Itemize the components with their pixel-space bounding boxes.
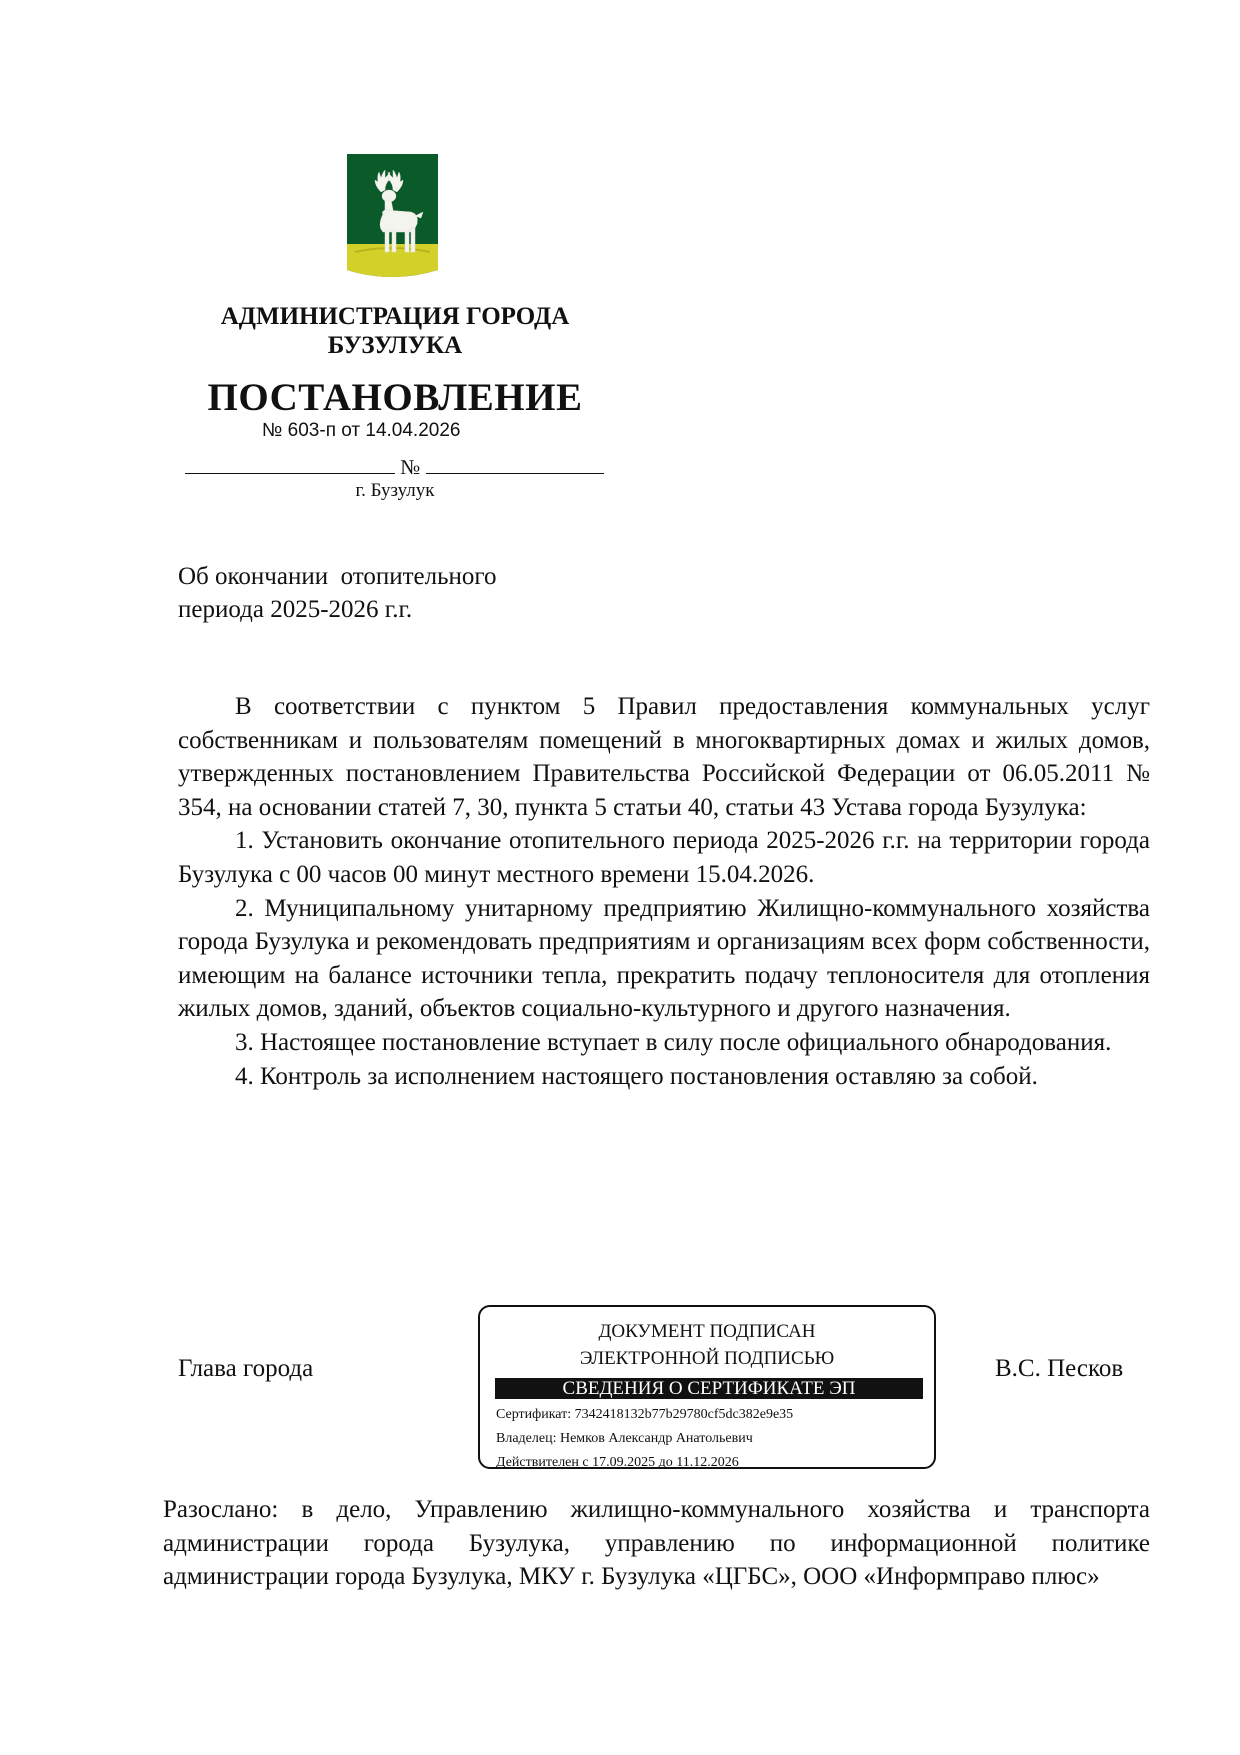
- document-body: [178, 690, 1150, 1093]
- organization-name-line1: АДМИНИСТРАЦИЯ ГОРОДА: [220, 303, 570, 330]
- document-type-title: ПОСТАНОВЛЕНИЕ: [207, 376, 583, 419]
- blank-number-sign: №: [400, 455, 421, 479]
- stamp-title-line1: ДОКУМЕНТ ПОДПИСАН: [598, 1321, 816, 1342]
- subject-line2: периода 2025-2026 г.г.: [178, 596, 413, 623]
- item-paragraph-2: 2. Муниципальному унитарному предприятию Жилищно-коммунального хозяйства города Бузулука и рекомендовать предприятиям и организациям всех форм собственности, имеющим на балансе источники тепла, прекратить подачу теплоносителя для отопления жилых домов, зданий, объектов социально-культурного и другого назначения.: [178, 894, 1150, 1023]
- item-paragraph-3: 3. Настоящее постановление вступает в силу после официального обнародования.: [235, 1028, 1112, 1056]
- electronic-signature-stamp: [478, 1305, 936, 1469]
- item-paragraph-1: 1. Установить окончание отопительного периода 2025-2026 г.г. на территории города Бузулука с 00 часов 00 минут местного времени 15.04.2026.: [178, 827, 1150, 888]
- item-paragraph-4: 4. Контроль за исполнением настоящего постановления оставляю за собой.: [235, 1062, 1038, 1090]
- preamble-paragraph: В соответствии с пунктом 5 Правил предоставления коммунальных услуг собственникам и пользователям помещений в многоквартирных домах и жилых домов, утвержденных постановлением Правительства Российской Федерации от 06.05.2011 № 354, на основании статей 7, 30, пункта 5 статьи 40, статьи 43 Устава города Бузулука:: [178, 693, 1150, 821]
- distribution-list: [163, 1493, 1150, 1594]
- document-subject: [178, 560, 497, 626]
- signatory-position: Глава города: [178, 1355, 314, 1382]
- blank-number-line: [185, 455, 604, 480]
- deer-coat-of-arms-icon: [345, 152, 440, 282]
- stamp-certificate-id: Сертификат: 7342418132b77b29780cf5dc382e9e35: [496, 1407, 794, 1422]
- stamp-validity: Действителен с 17.09.2025 до 11.12.2026: [496, 1455, 739, 1470]
- city-name: г. Бузулук: [355, 480, 435, 501]
- blank-number-underline: [426, 455, 604, 474]
- stamp-certificate-header: СВЕДЕНИЯ О СЕРТИФИКАТЕ ЭП: [495, 1378, 923, 1399]
- blank-date-underline: [185, 455, 395, 474]
- stamp-owner: Владелец: Немков Александр Анатольевич: [496, 1431, 753, 1446]
- organization-name-line2: БУЗУЛУКА: [327, 332, 463, 359]
- stamp-title-line2: ЭЛЕКТРОННОЙ ПОДПИСЬЮ: [579, 1348, 835, 1369]
- document-number: № 603-п от 14.04.2026: [262, 420, 461, 441]
- distribution-paragraph: Разослано: в дело, Управлению жилищно-коммунального хозяйства и транспорта администрации города Бузулука, управлению по информационной политике администрации города Бузулука, МКУ г. Бузулука «ЦГБС», ООО «Информправо плюс»: [163, 1496, 1150, 1591]
- subject-line1: Об окончании отопительного: [178, 563, 497, 590]
- signatory-name: В.С. Песков: [995, 1355, 1124, 1382]
